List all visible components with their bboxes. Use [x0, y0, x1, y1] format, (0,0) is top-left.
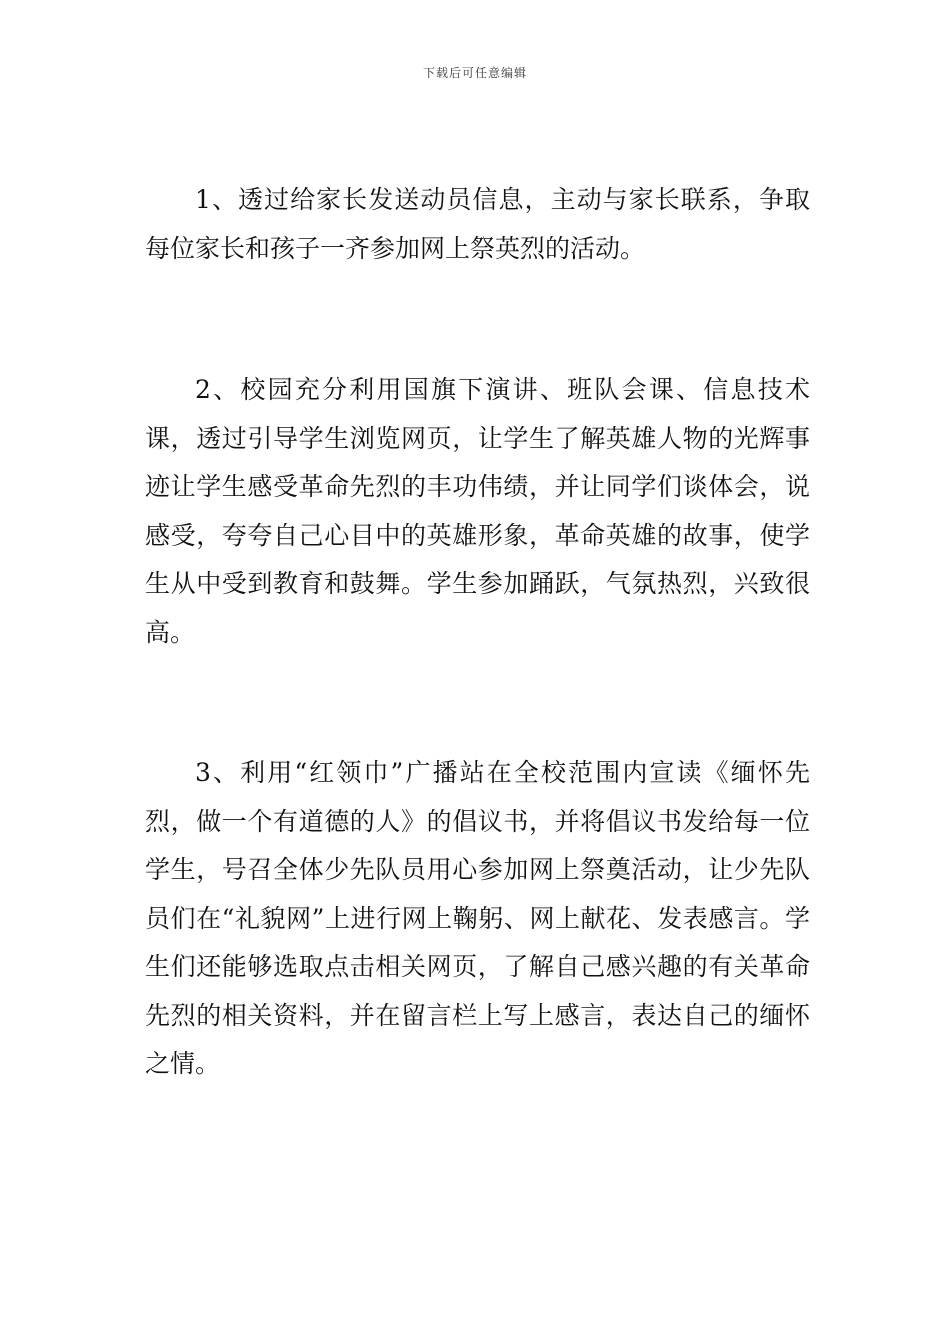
- paragraph-1: 1、透过给家长发送动员信息，主动与家长联系，争取每位家长和孩子一齐参加网上祭英烈的活动。: [145, 185, 810, 263]
- header-note: 下载后可任意编辑: [422, 66, 527, 80]
- document-body: [145, 176, 810, 1089]
- paragraph-3: 3、利用“红领巾”广播站在全校范围内宣读《缅怀先烈，做一个有道德的人》的倡议书，并将倡议书发给每一位学生，号召全体少先队员用心参加网上祭奠活动，让少先队员们在“礼貌网”上进行网上鞠躬、网上献花、发表感言。学生们还能够选取点击相关网页，了解自己感兴趣的有关革命先烈的相关资料，并在留言栏上写上感言，表达自己的缅怀之情。: [145, 758, 810, 1078]
- paragraph-2: 2、校园充分利用国旗下演讲、班队会课、信息技术课，透过引导学生浏览网页，让学生了解英雄人物的光辉事迹让学生感受革命先烈的丰功伟绩，并让同学们谈体会，说感受，夸夸自己心目中的英雄形象，革命英雄的故事，使学生从中受到教育和鼓舞。学生参加踊跃，气氛热烈，兴致很高。: [145, 375, 810, 647]
